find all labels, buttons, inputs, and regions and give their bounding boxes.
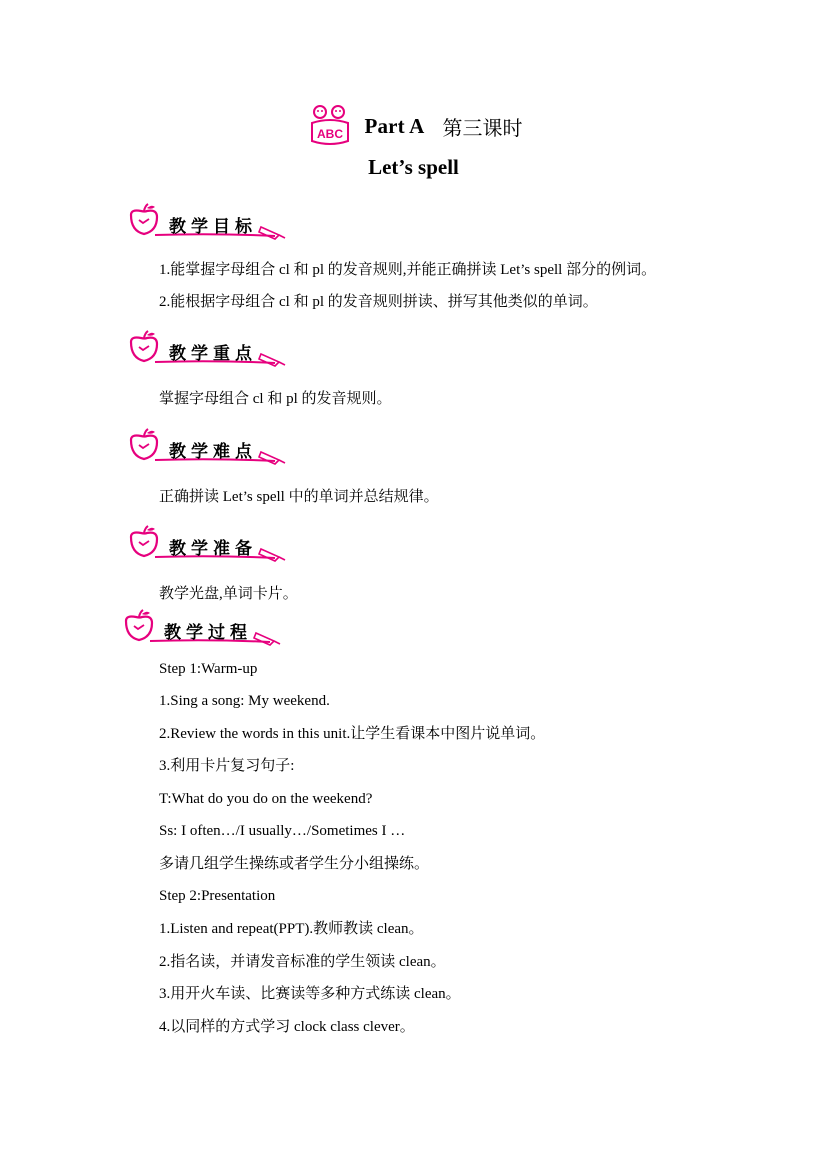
process-line-1: Step 1:Warm-up — [159, 661, 258, 677]
section-title-prep: 教学准备 — [169, 539, 257, 559]
process-line-5: T:What do you do on the weekend? — [159, 791, 373, 807]
process-line-11: 3.用开火车读、比赛读等多种方式练读 clean。 — [159, 986, 461, 1002]
section-head-prep — [125, 525, 295, 565]
section-title-goals: 教学目标 — [169, 217, 257, 237]
process-line-8: Step 2:Presentation — [159, 888, 276, 904]
section-title-key: 教学重点 — [169, 344, 257, 364]
process-line-10: 2.指名读，并请发音标准的学生领读 clean。 — [159, 954, 446, 970]
goals-line-1: 1.能掌握字母组合 cl 和 pl 的发音规则,并能正确拼读 Let’s spell 部分的例词。 — [159, 262, 657, 278]
title-block — [0, 103, 827, 180]
process-line-7: 多请几组学生操练或者学生分小组操练。 — [159, 856, 430, 872]
section-title-process: 教学过程 — [164, 623, 252, 643]
difficult-line-1: 正确拼读 Let’s spell 中的单词并总结规律。 — [159, 489, 439, 505]
section-head-difficult — [125, 428, 295, 468]
section-head-key — [125, 330, 295, 370]
section-head-process — [120, 609, 290, 649]
prep-line-1: 教学光盘,单词卡片。 — [159, 586, 298, 602]
key-line-1: 掌握字母组合 cl 和 pl 的发音规则。 — [159, 391, 392, 407]
section-title-difficult: 教学难点 — [169, 442, 257, 462]
goals-line-2: 2.能根据字母组合 cl 和 pl 的发音规则拼读、拼写其他类似的单词。 — [159, 294, 598, 310]
process-line-4: 3.利用卡片复习句子: — [159, 758, 295, 774]
part-title: Part A — [364, 113, 425, 138]
process-line-2: 1.Sing a song: My weekend. — [159, 693, 330, 709]
page-subtitle: Let’s spell — [368, 155, 459, 179]
process-line-3: 2.Review the words in this unit.让学生看课本中图片说单词。 — [159, 726, 546, 742]
process-line-6: Ss: I often…/I usually…/Sometimes I … — [159, 823, 406, 839]
kids-abc-logo-icon — [304, 103, 356, 149]
lesson-title: 第三课时 — [442, 115, 523, 140]
svg-text:ABC: ABC — [317, 127, 344, 141]
process-line-9: 1.Listen and repeat(PPT).教师教读 clean。 — [159, 921, 424, 937]
title-row — [0, 103, 827, 149]
section-head-goals — [125, 203, 295, 243]
process-line-12: 4.以同样的方式学习 clock class clever。 — [159, 1019, 415, 1035]
